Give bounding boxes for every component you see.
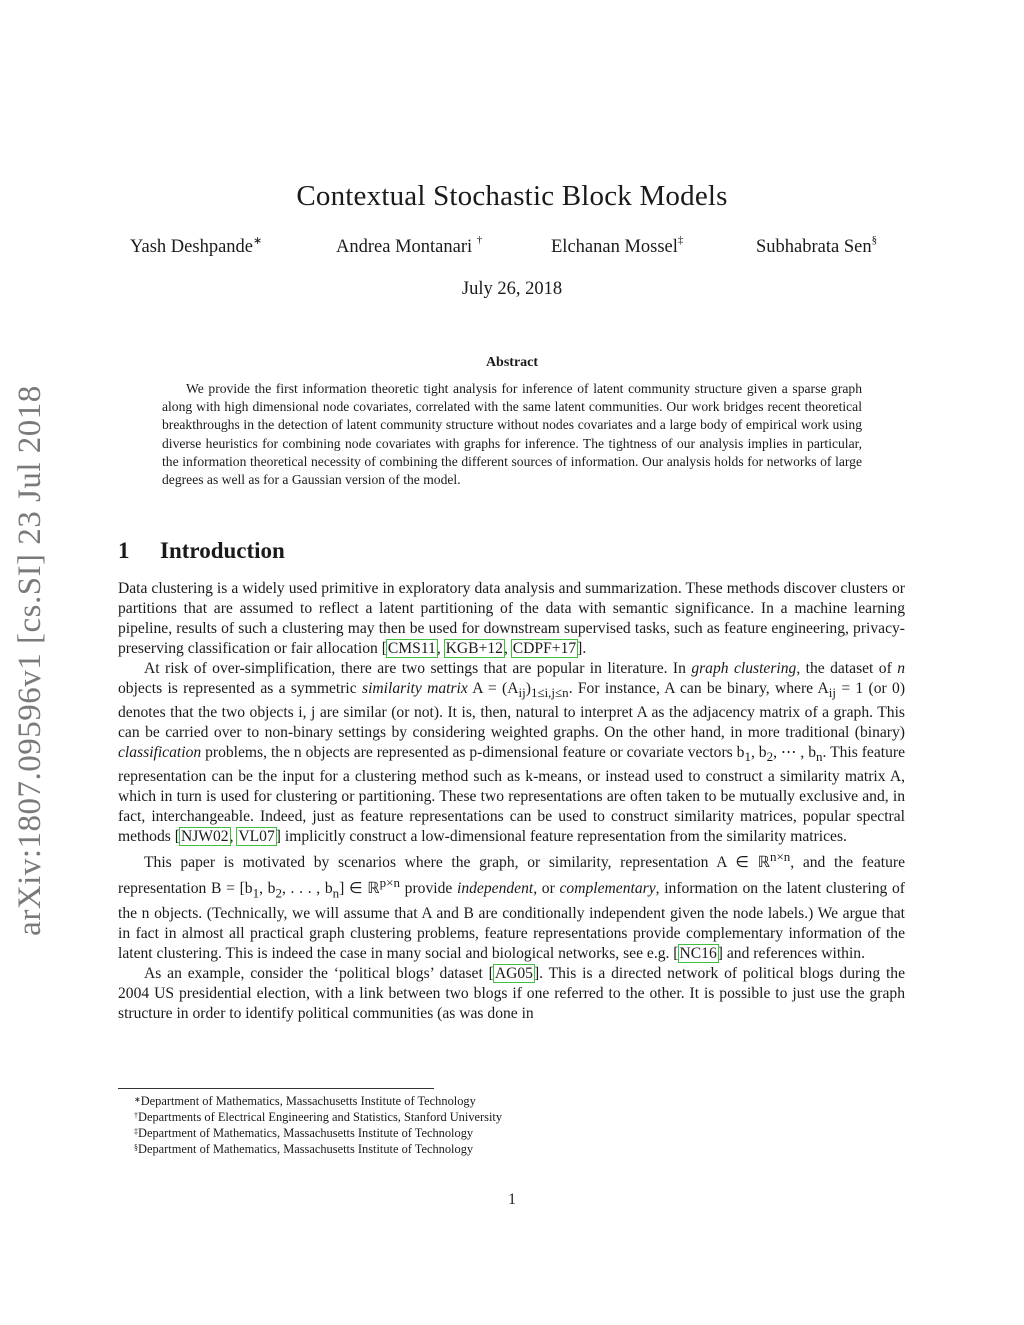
text-run: , b: [750, 744, 767, 762]
author-name: [130, 237, 262, 258]
emphasis: complementary: [559, 880, 656, 898]
author-name: [551, 234, 684, 258]
author-affiliation-mark: §: [871, 234, 878, 246]
section-heading: [118, 538, 285, 564]
math-subscript: n: [816, 749, 823, 765]
author-name-text: Yash Deshpande: [130, 237, 253, 257]
text-run: ].: [577, 640, 587, 657]
author-affiliation-mark: ‡: [677, 234, 684, 246]
author-affiliation-mark: ∗: [253, 235, 263, 247]
math-superscript: n×n: [769, 849, 791, 865]
paper-title: Contextual Stochastic Block Models: [296, 180, 728, 212]
text-run: A = (A: [467, 680, 519, 697]
author-name: [756, 234, 878, 258]
author-name-text: Andrea Montanari: [336, 237, 477, 257]
footnote-text: Department of Mathematics, Massachusetts Institute of Technology: [138, 1142, 474, 1156]
text-run: problems, the n objects are represented as p-dimensional feature or covariate vectors b: [201, 744, 745, 762]
author-name-text: Subhabrata Sen: [756, 237, 872, 257]
footnote: [134, 1125, 894, 1141]
paragraph: [118, 659, 905, 847]
text-run: , or: [533, 880, 560, 898]
text-run: ]. This is a directed network of political blogs during the 2004 US presidential election, with a link between two blogs if one referred to the other. It is possible to just use the graph structure in order to identify political communities (as was done in: [118, 964, 906, 1022]
text-run: ] and references within.: [717, 944, 865, 962]
emphasis: graph clustering: [691, 660, 797, 677]
footnote-text: Department of Mathematics, Massachusetts Institute of Technology: [140, 1094, 476, 1108]
footnote-text: Departments of Electrical Engineering and Statistics, Stanford University: [138, 1110, 503, 1124]
citation-link[interactable]: NJW02: [180, 828, 229, 846]
text-run: ,: [503, 640, 512, 657]
abstract-text: We provide the first information theoretic tight analysis for inference of latent community structure given a sparse graph along with high dimensional node covariates, correlated with the same latent communities. Our work bridges recent theoretical breakthroughs in the detection of latent community structure without nodes covariates and a large body of empirical work using diverse heuristics for combining node covariates with graphs for inference. The tightness of our analysis implies in particular, the information theoretical necessity of combining the different sources of information. Our analysis holds for networks of large degrees as well as for a Gaussian version of the model.: [162, 381, 862, 488]
text-run: This paper is motivated by scenarios where the graph, or similarity, representation A ∈ ℝ: [144, 854, 770, 872]
text-run: At risk of over-simplification, there are two settings that are popular in literature. In: [144, 660, 692, 677]
text-run: = 1 (or 0) denotes that the two objects i, j are similar (or not). It is, then, natural to interpret A as the adjacency matrix of a graph. This can be carried over to non-binary settings by considering weighted graphs. On the other hand, in more traditional (binary): [118, 680, 906, 742]
citation-link[interactable]: CMS11: [387, 640, 436, 657]
footnote-mark: ‡: [134, 1127, 138, 1136]
math-subscript: ij: [828, 685, 837, 701]
text-run: objects is represented as a symmetric: [118, 680, 362, 697]
text-run: , ⋯ , b: [773, 744, 817, 762]
text-run: . This feature representation can be the input for a clustering method such as k-means, or instead used to construct a similarity matrix A, which in turn is used for clustering or partitioning. These two representations are often taken to be mutually exclusive and, in fact, interchangeable. Indeed, just as feature representations can be used to construct similarity matrices, popular spectral methods [: [118, 744, 906, 846]
arxiv-identifier-text: arXiv:1807.09596v1 [cs.SI] 23 Jul 2018: [11, 384, 48, 936]
arxiv-identifier-stamp: [0, 380, 60, 940]
math-subscript: 2: [766, 749, 774, 765]
math-subscript: 2: [275, 885, 282, 901]
footnote-text: Department of Mathematics, Massachusetts Institute of Technology: [138, 1126, 474, 1140]
text-run: ,: [436, 640, 445, 657]
footnotes: [134, 1093, 894, 1157]
math-subscript: 1≤i,j≤n: [530, 685, 569, 701]
text-run: ] ∈ ℝ: [339, 880, 380, 898]
text-run: As an example, consider the ‘political blogs’ dataset [: [144, 964, 494, 982]
author-name-text: Elchanan Mossel: [551, 237, 678, 257]
text-run: , and the feature representation B = [b: [118, 854, 905, 898]
footnote: [134, 1141, 894, 1157]
text-run: . For instance, A can be binary, where A: [568, 680, 829, 697]
math-var: n: [897, 660, 905, 677]
text-run: , information on the latent clustering of the n objects. (Technically, we will assume that A and B are conditionally independent given the node labels.) We argue that in fact in almost all practical graph clustering problems, feature representations provide complementary information of the latent clustering. This is indeed the case in many social and biological networks, see e.g. [: [118, 880, 905, 962]
text-run: ): [525, 680, 531, 697]
text-run: , the dataset of: [796, 660, 898, 677]
paragraph: [118, 579, 905, 659]
section-number: 1: [118, 538, 130, 563]
footnote-mark: †: [134, 1111, 138, 1120]
citation-link[interactable]: VL07: [238, 828, 275, 846]
emphasis: similarity matrix: [362, 680, 468, 697]
page-number: 1: [508, 1191, 516, 1208]
citation-link[interactable]: AG05: [494, 964, 533, 982]
paragraph: [118, 964, 905, 1024]
math-subscript: ij: [518, 685, 526, 701]
text-run: , . . . , b: [281, 880, 333, 898]
footnote-divider: [118, 1088, 434, 1089]
footnote-mark: ∗: [134, 1095, 141, 1104]
text-run: ,: [229, 828, 238, 846]
author-affiliation-mark: †: [476, 234, 483, 246]
math-subscript: 1: [744, 749, 751, 765]
text-run: , b: [259, 880, 276, 898]
paragraph: [118, 847, 905, 963]
text-run: Data clustering is a widely used primitive in exploratory data analysis and summarization. These methods discover clusters or partitions that are assumed to reflect a latent partitioning of the data with semantic significance. In a machine learning pipeline, results of such a clustering may then be used for downstream supervised tasks, such as feature engineering, privacy-preserving classification or fair allocation [: [118, 580, 905, 657]
emphasis: independent: [457, 880, 534, 898]
citation-link[interactable]: NC16: [679, 944, 717, 962]
body-text: [118, 579, 905, 1024]
citation-link[interactable]: KGB+12: [445, 640, 503, 657]
author-list: [118, 234, 918, 263]
footnote: [134, 1109, 894, 1125]
section-title: Introduction: [160, 538, 285, 563]
footnote: [134, 1093, 894, 1109]
emphasis: classification: [118, 744, 202, 762]
abstract-heading: Abstract: [485, 355, 539, 370]
footnote-mark: §: [134, 1143, 138, 1152]
math-subscript: n: [332, 885, 340, 901]
text-run: provide: [400, 880, 457, 898]
text-run: ] implicitly construct a low-dimensional feature representation from the similarity matrices.: [275, 828, 847, 846]
paper-date: July 26, 2018: [461, 279, 563, 299]
citation-link[interactable]: CDPF+17: [512, 640, 577, 657]
math-subscript: 1: [252, 885, 260, 901]
math-superscript: p×n: [379, 875, 400, 891]
author-name: [336, 234, 483, 258]
